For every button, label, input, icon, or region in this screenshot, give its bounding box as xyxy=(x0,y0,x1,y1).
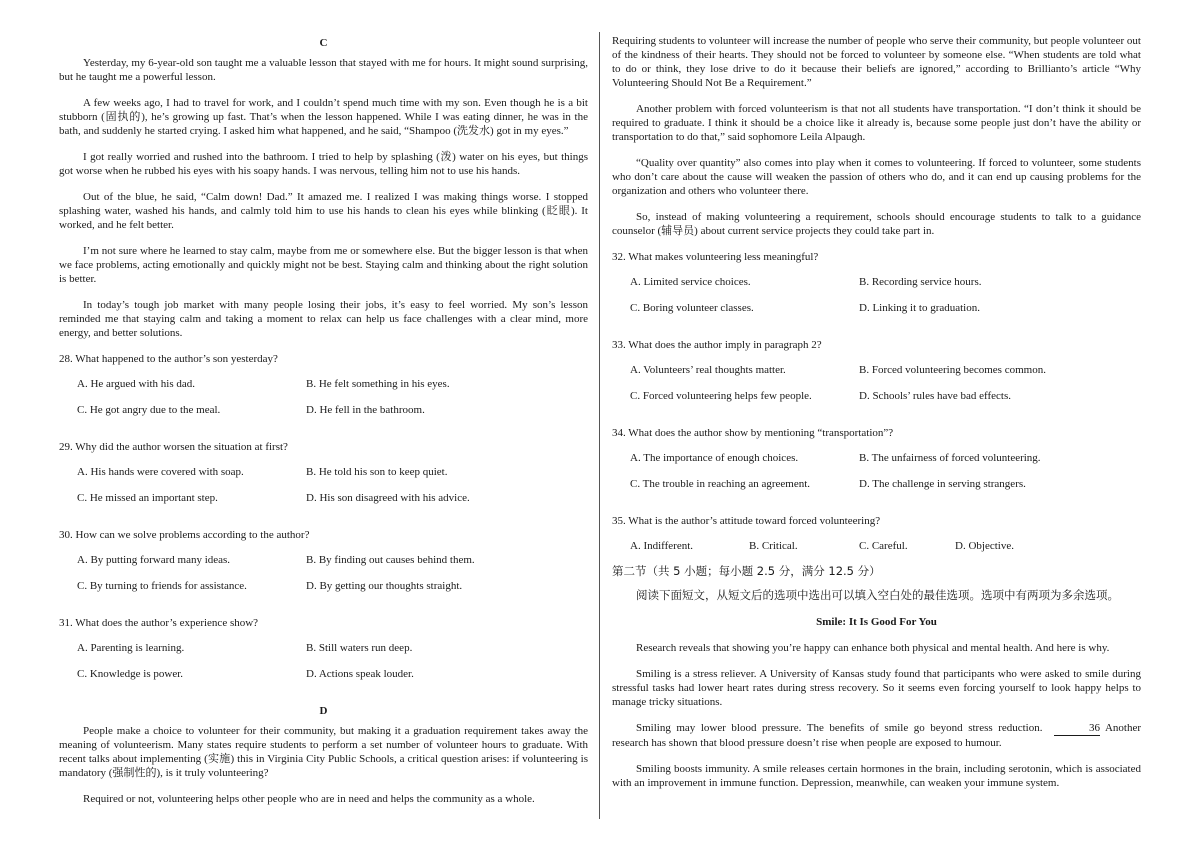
option-c[interactable]: C. Boring volunteer classes. xyxy=(630,302,754,314)
smile-paragraph-36 xyxy=(612,721,1141,750)
question-31-options xyxy=(59,641,588,693)
option-c[interactable]: C. The trouble in reaching an agreement. xyxy=(630,478,811,490)
question-29-options xyxy=(59,465,588,517)
option-a[interactable]: A. He argued with his dad. xyxy=(77,378,196,390)
question-35-options xyxy=(612,539,1141,553)
option-d[interactable]: D. He fell in the bathroom. xyxy=(306,404,425,416)
option-b[interactable]: B. Still waters run deep. xyxy=(306,642,413,654)
passage-c-paragraph: A few weeks ago, I had to travel for work, and I couldn’t spend much time with my son. Even though he is a bit stubborn (固执的), he’s growing up fast. That’s when the lesson happened. While I was eating dinner, he was in the bath, and suddenly he started crying. I asked him what happened, and he said, “Shampoo (洗发水) got in my eyes.” xyxy=(59,97,588,137)
part-two-heading: 第二节（共 5 小题；每小题 2.5 分，满分 12.5 分） xyxy=(612,564,881,578)
option-a[interactable]: A. By putting forward many ideas. xyxy=(77,554,231,566)
question-30: 30. How can we solve problems according to the author? xyxy=(59,529,310,541)
option-c[interactable]: C. Careful. xyxy=(859,540,908,552)
paragraph-text: Smiling may lower blood pressure. The benefits of smile go beyond stress reduction. xyxy=(636,722,1043,734)
blank-36[interactable]: 36 xyxy=(1054,721,1100,736)
passage-d-paragraph: Another problem with forced volunteerism is that not all students have transportation. “I don’t think it should be required to graduate. I think it should be a choice like it already is, because some people just don’t have the ability or transportation to do that,” said sophomore Leila Alpaugh. xyxy=(612,103,1141,143)
question-30-options xyxy=(59,553,588,605)
option-d[interactable]: D. Objective. xyxy=(955,540,1014,552)
question-35: 35. What is the author’s attitude toward forced volunteering? xyxy=(612,515,881,527)
option-c[interactable]: C. By turning to friends for assistance. xyxy=(77,580,247,592)
option-d[interactable]: D. Linking it to graduation. xyxy=(859,302,980,314)
passage-d-paragraph: Requiring students to volunteer will increase the number of people who serve their community, but people volunteer out of the kindness of their hearts. They should not be forced to volunteer by someone else. “When students are told what to do or think, they lose drive to do it because their beliefs are ignored,” according to Brillianto’s article “Why Volunteering Should Not Be a Requirement.” xyxy=(612,35,1141,89)
smile-paragraph: Smiling boosts immunity. A smile releases certain hormones in the brain, including serotonin, which is associated with an improvement in immune function. Depression, meanwhile, can weaken your immune system. xyxy=(612,763,1141,789)
question-32-options xyxy=(612,275,1141,327)
passage-c-paragraph: Yesterday, my 6-year-old son taught me a valuable lesson that stayed with me for hours. It might sound surprising, but he taught me a powerful lesson. xyxy=(59,57,588,83)
passage-c-paragraph: I’m not sure where he learned to stay calm, maybe from me or somewhere else. But the bigger lesson is that when we face problems, acting emotionally and quickly might not be best. Staying calm and thinking about the right solution is better. xyxy=(59,245,588,285)
option-a[interactable]: A. The importance of enough choices. xyxy=(630,452,799,464)
option-d[interactable]: D. Schools’ rules have bad effects. xyxy=(859,390,1012,402)
passage-c-paragraph: Out of the blue, he said, “Calm down! Dad.” It amazed me. I realized I was making things worse. I stopped splashing water, washed his hands, and calmly told him to use his hands to clean his eyes while blinking (眨眼). It worked, and he felt better. xyxy=(59,191,588,231)
option-a[interactable]: A. Parenting is learning. xyxy=(77,642,185,654)
question-29: 29. Why did the author worsen the situation at first? xyxy=(59,441,288,453)
passage-d-paragraph: People make a choice to volunteer for their community, but making it a graduation requirement takes away the meaning of volunteerism. Many states require students to perform a set number of volunteer hours to graduate. With recent talks about implementing (实施) this in Virginia City Public Schools, a critical question arises: if volunteering is mandatory (强制性的), is it truly volunteering? xyxy=(59,725,588,779)
left-column xyxy=(59,34,588,818)
question-31: 31. What does the author’s experience show? xyxy=(59,617,259,629)
paragraph-text: Another research has shown that blood pressure doesn’t rise when people are exposed to humour. xyxy=(612,722,1141,749)
option-b[interactable]: B. He told his son to keep quiet. xyxy=(306,466,448,478)
passage-d-paragraph: Required or not, volunteering helps other people who are in need and helps the community as a whole. xyxy=(83,793,535,805)
option-b[interactable]: B. The unfairness of forced volunteering. xyxy=(859,452,1041,464)
passage-d-paragraph: “Quality over quantity” also comes into play when it comes to volunteering. If forced to volunteer, some students who don’t care about the cause will weaken the passion of others who do, and it can end up causing problems for the organization and others who volunteer there. xyxy=(612,157,1141,197)
question-34: 34. What does the author show by mentioning “transportation”? xyxy=(612,427,894,439)
option-a[interactable]: A. His hands were covered with soap. xyxy=(77,466,244,478)
option-d[interactable]: D. By getting our thoughts straight. xyxy=(306,580,463,592)
option-d[interactable]: D. Actions speak louder. xyxy=(306,668,414,680)
smile-paragraph: Research reveals that showing you’re happy can enhance both physical and mental health. And here is why. xyxy=(636,642,1110,654)
question-28: 28. What happened to the author’s son yesterday? xyxy=(59,353,278,365)
question-34-options xyxy=(612,451,1141,503)
part-two-instruction: 阅读下面短文，从短文后的选项中选出可以填入空白处的最佳选项。选项中有两项为多余选项。 xyxy=(636,588,1119,602)
smile-paragraph: Smiling is a stress reliever. A University of Kansas study found that participants who were asked to smile during stressful tasks had lower heart rates during stress recovery. So it seems even forcing yourself to look happy helps to manage tricky situations. xyxy=(612,668,1141,708)
option-b[interactable]: B. Recording service hours. xyxy=(859,276,982,288)
option-d[interactable]: D. The challenge in serving strangers. xyxy=(859,478,1026,490)
right-column xyxy=(612,34,1141,802)
option-a[interactable]: A. Indifferent. xyxy=(630,540,694,552)
option-c[interactable]: C. Forced volunteering helps few people. xyxy=(630,390,812,402)
passage-c-paragraph: In today’s tough job market with many people losing their jobs, it’s easy to feel worried. My son’s lesson reminded me that staying calm and taking a moment to relax can help us face challenges with a clear mind, more energy, and better solutions. xyxy=(59,299,588,339)
section-heading-d: D xyxy=(319,705,328,717)
option-b[interactable]: B. Critical. xyxy=(749,540,798,552)
option-a[interactable]: A. Limited service choices. xyxy=(630,276,751,288)
section-heading-c: C xyxy=(319,37,328,49)
question-33: 33. What does the author imply in paragraph 2? xyxy=(612,339,822,351)
passage-title: Smile: It Is Good For You xyxy=(816,616,937,628)
passage-c-paragraph: I got really worried and rushed into the bathroom. I tried to help by splashing (泼) water on his eyes, but things got worse when he rubbed his eyes with his soapy hands. I was nervous, telling him not to use his hands. xyxy=(59,151,588,177)
question-33-options xyxy=(612,363,1141,415)
option-c[interactable]: C. Knowledge is power. xyxy=(77,668,184,680)
question-32: 32. What makes volunteering less meaningful? xyxy=(612,251,819,263)
option-a[interactable]: A. Volunteers’ real thoughts matter. xyxy=(630,364,786,376)
option-b[interactable]: B. Forced volunteering becomes common. xyxy=(859,364,1046,376)
option-c[interactable]: C. He got angry due to the meal. xyxy=(77,404,221,416)
column-divider xyxy=(599,32,600,819)
passage-d-paragraph: So, instead of making volunteering a requirement, schools should encourage students to talk to a guidance counselor (辅导员) about current service projects they could take part in. xyxy=(612,211,1141,237)
option-b[interactable]: B. He felt something in his eyes. xyxy=(306,378,450,390)
option-d[interactable]: D. His son disagreed with his advice. xyxy=(306,492,470,504)
option-b[interactable]: B. By finding out causes behind them. xyxy=(306,554,475,566)
option-c[interactable]: C. He missed an important step. xyxy=(77,492,218,504)
question-28-options xyxy=(59,377,588,429)
